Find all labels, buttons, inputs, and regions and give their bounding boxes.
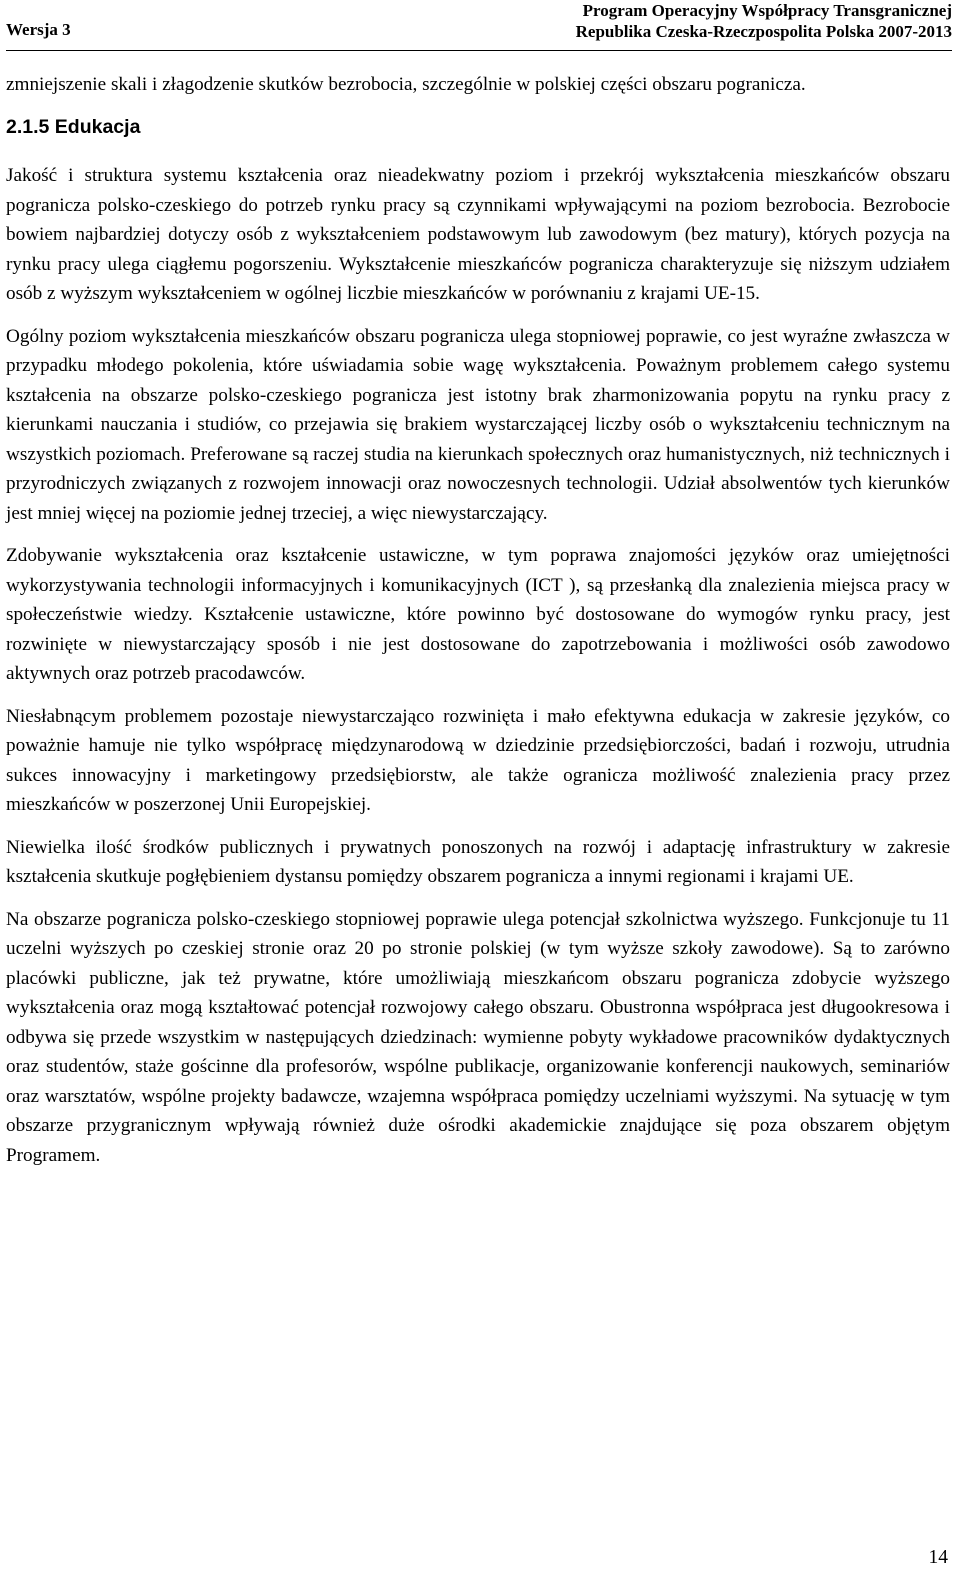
- document-body: [6, 70, 950, 1183]
- page-number: 14: [928, 1547, 948, 1568]
- header-program-line-2: Republika Czeska-Rzeczpospolita Polska 2007-2013: [575, 22, 952, 41]
- paragraph-higher-education: Na obszarze pogranicza polsko-czeskiego stopniowej poprawie ulega potencjał szkolnictwa wyższego. Funkcjonuje tu 11 uczelni wyższych po czeskiej stronie oraz 20 po stronie polskiej (w tym wyższe szkoły zawodowe). Są to zarówno placówki publiczne, jak też prywatne, które umożliwiają mieszkańcom obszaru pogranicza zdobycie wyższego wykształcenia oraz mogą kształtować potencjał rozwojowy całego obszaru. Obustronna współpraca jest długookresowa i odbywa się przede wszystkim w następujących dziedzinach: wymienne pobyty wykładowe pracowników dydaktycznych oraz studentów, staże gościnne dla profesorów, wspólne publikacje, organizowanie konferencji naukowych, seminariów oraz warsztatów, wspólne projekty badawcze, wzajemna współpraca pomiędzy uczelniami wyższymi. Na sytuację w tym obszarze przygranicznym wpływają również duże ośrodki akademickie znajdujące się poza obszarem objętym Programem.: [6, 908, 950, 1166]
- paragraph-lifelong-learning: Zdobywanie wykształcenia oraz kształcenie ustawiczne, w tym poprawa znajomości języków oraz umiejętności wykorzystywania technologii informacyjnych i komunikacyjnych (ICT ), są przesłanką dla znalezienia miejsca pracy w społeczeństwie wiedzy. Kształcenie ustawiczne, które powinno być dostosowane do wymogów rynku pracy, jest rozwinięte w niewystarczający sposób i nie jest dostosowane do zapotrzebowania i możliwości osób zawodowo aktywnych oraz potrzeb pracodawców.: [6, 545, 950, 684]
- header-version: Wersja 3: [6, 20, 71, 39]
- paragraph-infrastructure-funding: Niewielka ilość środków publicznych i prywatnych ponoszonych na rozwój i adaptację infrastruktury w zakresie kształcenia skutkuje pogłębieniem dystansu pomiędzy obszarem pogranicza a innymi regionami i krajami UE.: [6, 836, 950, 887]
- intro-paragraph: zmniejszenie skali i złagodzenie skutków bezrobocia, szczególnie w polskiej części obszaru pogranicza.: [6, 74, 806, 95]
- paragraph-education-level: Ogólny poziom wykształcenia mieszkańców obszaru pogranicza ulega stopniowej poprawie, co jest wyraźne zwłaszcza w przypadku młodego pokolenia, które uświadamia sobie wagę wykształcenia. Poważnym problemem całego systemu kształcenia na obszarze polsko-czeskiego pogranicza jest istotny brak zharmonizowania popytu na rynku pracy z kierunkami nauczania i studiów, co przejawia się brakiem wystarczającej liczby osób o wykształceniu technicznym na wszystkich poziomach. Preferowane są raczej studia na kierunkach społecznych oraz humanistycznych, niż technicznych i przyrodniczych związanych z rozwojem innowacji oraz nowoczesnych technologii. Udział absolwentów tych kierunków jest mniej więcej na poziomie jednej trzeciej, a więc niewystarczający.: [6, 325, 950, 524]
- header-program-title: [576, 0, 952, 42]
- header-program-line-1: Program Operacyjny Współpracy Transgranicznej: [582, 1, 952, 20]
- paragraph-language-education: Niesłabnącym problemem pozostaje niewystarczająco rozwinięta i mało efektywna edukacja w zakresie języków, co poważnie hamuje nie tylko współpracę międzynarodową w dziedzinie przedsiębiorczości, badań i rozwoju, utrudnia sukces innowacyjny i marketingowy przedsiębiorstw, ale także ogranicza możliwość znalezienia pracy przez mieszkańców w poszerzonej Unii Europejskiej.: [6, 705, 950, 815]
- page-header: [6, 0, 952, 51]
- paragraph-quality-of-education: Jakość i struktura systemu kształcenia oraz nieadekwatny poziom i przekrój wykształcenia mieszkańców obszaru pogranicza polsko-czeskiego do potrzeb rynku pracy są czynnikami wpływającymi na poziom bezrobocia. Bezrobocie bowiem najbardziej dotyczy osób z wykształceniem podstawowym lub zawodowym (bez matury), których pozycja na rynku pracy ulega ciągłemu pogorszeniu. Wykształcenie mieszkańców pogranicza charakteryzuje się niższym udziałem osób z wyższym wykształceniem w ogólnej liczbie mieszkańców w porównaniu z krajami UE-15.: [6, 165, 950, 304]
- section-heading: 2.1.5 Edukacja: [6, 115, 141, 138]
